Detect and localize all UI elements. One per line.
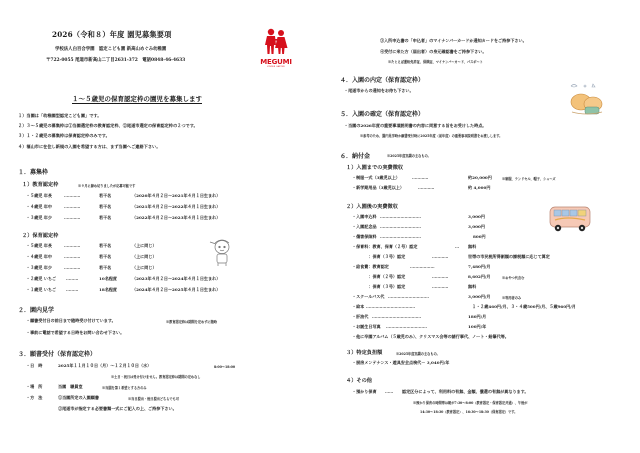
count: 若干名	[99, 254, 112, 259]
other-fees-line: ・他に卒園アルバム（５歳児のみ）、クリスマス会等の諸行事代、ノート・鉛筆代等。	[352, 334, 509, 339]
fee-item: ・傷害保険料	[352, 234, 377, 239]
section2-heading: ２．園内見学	[18, 307, 55, 314]
birth-range: （上に同じ）	[132, 243, 157, 248]
fee-row	[352, 234, 486, 240]
leader-dots: ………………………………	[372, 314, 422, 319]
fee-item: ・入園記念品	[352, 224, 377, 229]
extended-care-note: 14:30～18:30（教育認定）、16:30～18:30（保育認定）です。	[420, 410, 518, 414]
birth-range: （2020年４月２日～2021年４月１日生まれ）	[132, 193, 221, 198]
fee-item: ・肝油代	[352, 314, 369, 319]
method-item: ③入所申込書の「申込者」のマイナンバーカードか通知カードをご持参下さい。	[380, 38, 527, 43]
leader-dots: …………	[64, 243, 81, 248]
section6-note: ※2025年度実績の主なもの。	[387, 154, 431, 158]
leader-dots: …………	[432, 274, 449, 279]
date-label: ・日 時	[26, 363, 43, 368]
count: 若干名	[99, 215, 112, 220]
fee-item: ：保育（２号）認定	[352, 274, 406, 279]
leader-dots: …………	[64, 265, 81, 270]
count: 若干名	[99, 193, 112, 198]
fee-item: ・入園申込料	[352, 214, 377, 219]
children-holding-hands-icon	[261, 28, 291, 56]
fee-amount: 約 4,000円	[468, 185, 491, 190]
recruitment-banner: １～５歳児の保育認定枠の園児を募集します	[72, 95, 202, 103]
birth-range: （2022年４月２日～2023年４月１日生まれ）	[132, 215, 221, 220]
child-character-illustration	[207, 236, 237, 268]
tour-line: ・願書受付日の前日まで随時受け付けています。	[26, 318, 116, 323]
count: 若干名	[99, 265, 112, 270]
birth-range: （2023年４月２日～2024年４月１日生まれ）	[132, 276, 221, 281]
birth-range: （2024年４月２日～2025年４月１日生まれ）	[132, 287, 221, 292]
specific-heading: ３）特定負担額	[346, 350, 383, 356]
fee-item: ・お誕生日写真	[352, 324, 381, 329]
logo-subtext: KINDER GARTEN	[267, 66, 285, 68]
fee-row	[352, 294, 522, 300]
age-label: ・１歳児 いちご	[26, 287, 57, 292]
age-label: ・４歳児 年中	[26, 204, 52, 209]
fee-row	[352, 224, 485, 230]
fee-amount: １・２歳460円/月、３・４歳500円/月、５歳960円/月	[472, 304, 576, 309]
education-row	[26, 215, 221, 221]
section3-heading: ３．願書受付（保育認定枠）	[18, 351, 97, 358]
fee-row	[352, 264, 491, 270]
fee-row	[352, 185, 491, 191]
after-heading: ２）入園後の実費徴収	[346, 204, 398, 210]
other-heading: ４）その他	[346, 378, 372, 384]
date-value: 2025年１１月１０日（月）～１２月１０日（水）	[58, 363, 152, 368]
place-value: 当園 職員室	[58, 384, 83, 389]
specific-note: ※2025年度実績の主なもの。	[396, 352, 440, 356]
leader-dots: …………	[412, 175, 429, 180]
fee-amount: 7,480円/月	[468, 264, 491, 269]
intro-item: ３）１・２歳児の募集枠は保育認定枠のみです。	[18, 133, 110, 139]
childcare-row	[26, 276, 221, 282]
fee-amount: 約20,000円	[468, 175, 492, 180]
fee-amount: 180円/月	[468, 314, 487, 319]
fee-amount: 3,000円	[468, 224, 485, 229]
leader-dots: ………	[66, 287, 79, 292]
leader-dots: ………	[66, 276, 79, 281]
fee-item: ・給食費：教育認定	[352, 264, 389, 269]
tour-note: ※教育認定枠は期間を定めずに随時	[166, 320, 217, 324]
leader-dots: …………………………	[386, 324, 427, 329]
fee-row	[352, 244, 477, 250]
fee-item: ・絵本	[352, 304, 365, 309]
section4-heading: ４．入園の内定（保育認定枠）	[340, 77, 425, 84]
childcare-row	[26, 287, 221, 293]
leader-dots: …	[455, 244, 460, 249]
method-item: ④受付に来た方（届出者）の身元確認書をご持参下さい。	[380, 49, 487, 54]
section5-note: ※参考のため、園内見学時か願書受付時に2025年度（前年度）の重要事項説明書をお渡しします。	[360, 134, 503, 138]
section4-text: ・尾道市からの通知をお待ち下さい。	[344, 88, 414, 93]
fee-row	[352, 214, 485, 220]
fee-amount: 世帯の市民税所得割額の課税額に応じて算定	[468, 254, 550, 259]
age-label: ・３歳児 年少	[26, 215, 52, 220]
age-label: ・５歳児 年長	[26, 193, 52, 198]
birth-range: （上に同じ）	[132, 265, 157, 270]
count: 若干名	[99, 204, 112, 209]
fee-row	[352, 284, 477, 290]
method-item: ②尾道市が指定する必要書類一式にご記入の上、ご持参下さい。	[58, 406, 177, 411]
intro-list	[18, 111, 198, 152]
birth-range: （上に同じ）	[132, 254, 157, 259]
fee-item: ・スクールバス代	[352, 294, 385, 299]
fee-amount: 8,602円/月	[468, 274, 491, 279]
birth-range: （2021年４月２日～2022年４月１日生まれ）	[132, 204, 221, 209]
before-heading: １）入園までの実費徴収	[346, 165, 404, 171]
leader-dots: ……	[385, 389, 394, 394]
education-heading: １）教育認定枠	[22, 182, 59, 188]
section6-heading: ６．納付金	[340, 153, 371, 160]
method-label: ・方 法	[26, 395, 43, 400]
childcare-heading: ２）保育認定枠	[22, 233, 59, 239]
fee-note: ※利用者のみ	[502, 295, 522, 300]
count: 18名程度	[99, 287, 117, 292]
document-title: 2026（令和８）年度 園児募集要項	[52, 30, 172, 39]
childcare-row	[26, 265, 157, 271]
age-label: ・３歳児 年少	[26, 265, 52, 270]
leader-dots: …………	[64, 215, 81, 220]
fee-amount: 3,000円/月	[468, 294, 491, 299]
fee-row	[352, 254, 550, 260]
extended-care-text: 認定区分によって、利用料の有無、金額、償還の有無が異なります。	[402, 389, 529, 394]
age-label: ・５歳児 年長	[26, 243, 52, 248]
childcare-row	[26, 254, 157, 260]
organization-name: 学校法人白百合学園 認定こども園 新高山めぐみ幼稚園	[55, 47, 167, 52]
fee-item: ・保育料：教育、保育（２号）認定	[352, 244, 418, 249]
method-note: ※当日提出・後日提出どちらでも可	[128, 397, 179, 401]
leader-dots: …………………………	[380, 214, 421, 219]
childcare-row	[26, 243, 157, 249]
megumi-logo	[253, 28, 299, 74]
fee-note: ※制服、ランドセル、帽子、シューズ	[502, 176, 556, 181]
tour-line: ・事前に電話で希望する日時をお問い合わせ下さい。	[26, 330, 125, 335]
leader-dots: …………………………	[380, 224, 421, 229]
leader-dots: …………………………	[380, 234, 421, 239]
fee-item: ：保育（３号）認定	[352, 254, 406, 259]
leader-dots: …………………………	[388, 294, 429, 299]
leader-dots: …………	[432, 254, 449, 259]
education-row	[26, 193, 221, 199]
fee-amount: 3,000円	[468, 214, 485, 219]
fee-amount: 800円	[473, 234, 486, 239]
intro-item: ２）３～５歳児の募集枠は①当園選定枠の教育認定枠、②尾道市選定の保育認定枠の２つです。	[18, 123, 198, 129]
logo-text: MEGUMI	[260, 58, 292, 66]
address-line: 〒722-0055 尾道市新高山二丁目2631-372 電話0848-46-4633	[46, 58, 186, 63]
fee-row	[352, 324, 487, 330]
section5-text: ・当園の2026年度の重要事項説明書の内容に同意する旨をお受けした時点。	[344, 123, 487, 128]
time-value: 8:00～18:00	[214, 365, 236, 369]
place-label: ・場 所	[26, 384, 43, 389]
fee-item: ・新学期用品（3歳児以上）	[352, 185, 404, 190]
fee-note: ※おやつ代含む	[502, 275, 525, 280]
date-note: ※土日・祝日は受け付けません。教育認定枠は期間の定めなし	[111, 375, 201, 379]
method-item: ①当園所定の入園願書	[58, 395, 99, 400]
school-bus-illustration	[547, 203, 593, 233]
leader-dots: …………	[64, 254, 81, 259]
extended-care-note: ※預かり保育の時間帯は朝が7:30～8:00（教育認定・保育認定共通）、午後が	[413, 401, 528, 405]
leader-dots: …………	[432, 284, 449, 289]
fee-row	[352, 175, 556, 181]
age-label: ・４歳児 年中	[26, 254, 52, 259]
leader-dots: ………………	[410, 264, 435, 269]
count: 10名程度	[99, 276, 117, 281]
age-label: ・２歳児 いちご	[26, 276, 57, 281]
intro-item: ４）福山市に在住し新規の入園を希望する方は、まず当園へご連絡下さい。	[18, 143, 161, 149]
fee-row	[352, 304, 576, 310]
specific-text: ・厨房メンテナンス・遊具安全点検代－ 3,040円/年	[352, 360, 450, 365]
education-note: ※９月に締め切りましたが応募可能です	[78, 184, 136, 188]
fee-row	[352, 314, 487, 320]
leader-dots: ………………………………	[366, 304, 416, 309]
fee-amount: 無料	[468, 284, 477, 289]
intro-item: １）当園は「幼稚園型認定こども園」です。	[18, 113, 102, 118]
place-note: ※当園を第１希望とする方のみ	[102, 386, 147, 390]
count: 若干名	[99, 243, 112, 248]
children-illustration	[567, 82, 607, 118]
extended-care-label: ・預かり保育	[352, 389, 377, 394]
leader-dots: …………	[64, 193, 81, 198]
fee-amount: 100円/年	[468, 324, 487, 329]
section1-heading: １．募集枠	[18, 169, 49, 176]
fee-row	[352, 274, 525, 280]
id-note: ※たとえば運転免許証、保険証、マイナンバーカード、パスポート	[388, 60, 483, 64]
fee-item: ・制服一式（3歳児以上）	[352, 175, 400, 180]
leader-dots: …………	[418, 185, 435, 190]
fee-item: ：保育（３号）認定	[352, 284, 406, 289]
fee-amount: 無料	[468, 244, 477, 249]
education-row	[26, 204, 221, 210]
leader-dots: …………	[64, 204, 81, 209]
section5-heading: ５．入園の確定（保育認定枠）	[340, 111, 425, 118]
